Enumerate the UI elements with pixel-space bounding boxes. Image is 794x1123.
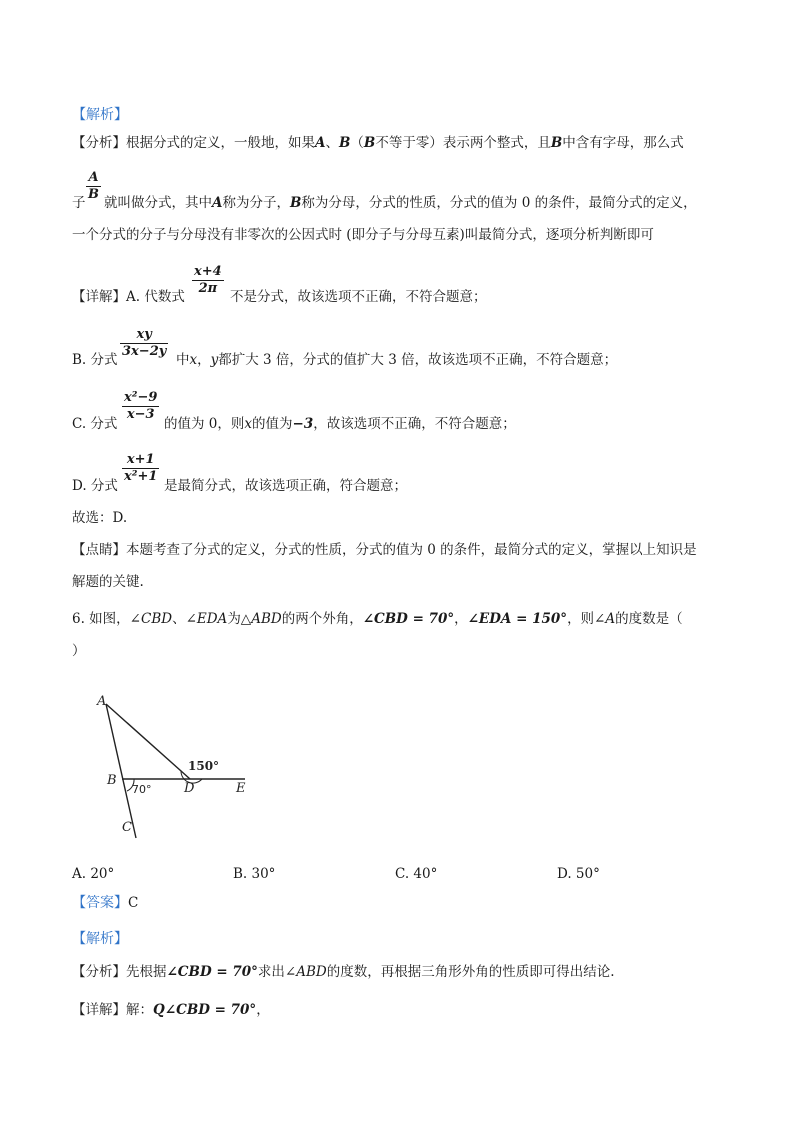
option-a: A. 20° — [72, 866, 115, 882]
triangle-figure — [80, 688, 270, 848]
analysis-line-3: 一个分式的分子与分母没有非零次的公因式时 (即分子与分母互素)叫最简分式，逐项分析判断即可 — [72, 227, 654, 243]
dianjing-line-1: 【点睛】本题考查了分式的定义，分式的性质，分式的值为 0 的条件，最简分式的定义，掌握以上知识是 — [72, 542, 697, 558]
analysis-line-1: 【分析】根据分式的定义，一般地，如果A、B（B不等于零）表示两个整式，且B中含有字母，那么式 — [72, 135, 684, 151]
detail-choose: 故选：D. — [72, 510, 128, 526]
fraction-d: $\frac{x+1}{\text{x²+1}}$ — [124, 452, 158, 484]
fraction-c: $\frac{\text{x²−9}}{x-3}$ — [124, 390, 158, 422]
fraction-a: $\frac{x+4}{2\pi}$ — [194, 264, 222, 296]
detail-b-prefix: B. 分式 — [72, 352, 118, 368]
dianjing-line-2: 解题的关键. — [72, 574, 144, 590]
label-c: C — [122, 820, 132, 835]
detail-b-suffix: 中x，y都扩大 3 倍，分式的值扩大 3 倍，故该选项不正确，不符合题意； — [176, 352, 618, 368]
angle-label-d: 150° — [188, 759, 220, 773]
label-d: D — [184, 781, 195, 796]
question-6-text: 6. 如图，∠CBD、∠EDA为△ABD的两个外角，∠CBD = 70°，∠EDA = 150°，则∠A的度数是（ — [72, 611, 683, 627]
detail-c-prefix: C. 分式 — [72, 416, 118, 432]
label-a: A — [97, 694, 107, 709]
detail-d-suffix: 是最简分式，故该选项正确，符合题意； — [164, 478, 407, 494]
fraction-b: $\frac{xy}{3x-2y}$ — [122, 327, 167, 359]
line-ac — [106, 704, 136, 838]
analysis2-line: 【分析】先根据∠CBD = 70°求出∠ABD的度数，再根据三角形外角的性质即可得出结论. — [72, 964, 615, 980]
label-e: E — [236, 781, 246, 796]
line-ad — [106, 704, 190, 779]
analysis-line-2-prefix: 子 — [72, 195, 86, 211]
option-c: C. 40° — [395, 866, 438, 882]
detail-a-suffix: 不是分式，故该选项不正确，不符合题意； — [230, 289, 487, 305]
question-6-close: ） — [72, 643, 86, 659]
detail-a-prefix: 【详解】A. 代数式 — [72, 289, 185, 305]
analysis-line-2: 就叫做分式，其中A称为分子，B称为分母，分式的性质，分式的值为 0 的条件，最简分式的定义， — [104, 195, 697, 211]
detail2-line: 【详解】解：Q∠CBD = 70°， — [72, 1002, 270, 1018]
answer-line: 【答案】C — [72, 895, 139, 911]
section-analysis-label: 【解析】 — [72, 107, 128, 123]
angle-label-b: 70° — [132, 783, 152, 796]
fraction-a-over-b: $\frac{A}{B}$ — [88, 170, 99, 202]
detail-c-suffix: 的值为 0，则x的值为−3，故该选项不正确，不符合题意； — [164, 416, 516, 432]
section-analysis-label-2: 【解析】 — [72, 931, 128, 947]
option-d: D. 50° — [557, 866, 600, 882]
label-b: B — [107, 773, 117, 788]
option-b: B. 30° — [233, 866, 276, 882]
detail-d-prefix: D. 分式 — [72, 478, 118, 494]
